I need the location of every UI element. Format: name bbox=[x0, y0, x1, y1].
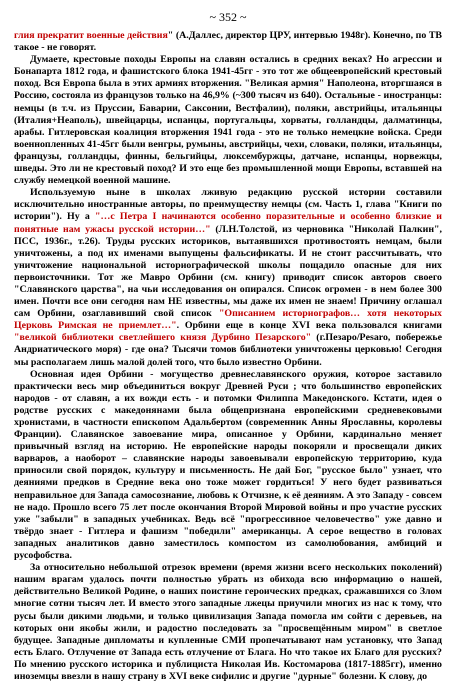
paragraph bbox=[14, 562, 442, 683]
body-text-segment: (Л.Н.Толстой, из черновика "Николай Палкин", ПСС, 1936г., т.26). Труды русских историков, вытаявшихся противостоять немцам, были уничтожены, а под их именами выпущены фальсификаты. И не стоит рассчитывать, что уничтожение национальной историографической школы пощадило опасные для них первоисточники. Тот же Мавро Орбини (см. книгу) приводит список авторов своего "Славянского царства", на чьи исследования он опирался. Список огромен - в нем более 300 имен. Почти все они сегодня нам НЕ известны, мы даже их имен не знаем! Причину оглашал сам Орбини, озаглавивший свой список bbox=[14, 223, 442, 320]
quote-text: "Описанием историографов… хотя некоторых Церковь Римская не приемлет…" bbox=[14, 308, 442, 332]
paragraph bbox=[14, 369, 442, 563]
body-text-segment: Думаете, крестовые походы Европы на славян остались в средних веках? Но агрессии и Бонапарта 1812 года, и фашистского блока 1941-45гг - это тот же общеевропейский крестовый поход. Вся Европа была в этих армиях вторжения. "Великая армия" Наполеона, вторгшаяся в Россию, состояла из французов только на 46,9% (~300 тысяч из 640). Остальные - иностранцы: немцы (в т.ч. из Пруссии, Баварии, Саксонии, Вестфалии), поляки, австрийцы, итальянцы (Италия+Неаполь), швейцарцы, испанцы, португальцы, хорваты, голландцы, далматинцы, арабы. Гитлеровская коалиция вторжения 1941 года - это не только немецкие войска. Среди военнопленных 41-45гг были венгры, румыны, австрийцы, чехи, словаки, поляки, итальянцы, французы, голландцы, финны, бельгийцы, люксембуржцы, датчане, испанцы, норвежцы, шведы. Это ли не крестовый поход? И это еще без промышленной мощи Европы, вставшей на службу немецкой военной машине. bbox=[14, 54, 442, 187]
body-text-segment: Используемую ныне в школах лживую редакцию русской истории составили исключительно иностранные авторы, по преимуществу немцы (см. Часть 1, глава "Книги по истории"). Ну а bbox=[14, 187, 442, 223]
body-text-segment: " (А.Даллес, директор ЦРУ, интервью 1948г). Конечно, по ТВ такое - не говорят. bbox=[14, 30, 442, 54]
paragraph bbox=[14, 54, 442, 187]
quote-text: "…с Петра I начинаются особенно поразительные и особенно близкие и понятные нам ужасы русской истории…" bbox=[14, 211, 442, 235]
body-text-segment: (г.Пезаро/Pesaro, побережье Андриатического моря) - где она? Тысячи томов библиотеки уничтожены церковью! Сегодня мы располагаем лишь малой долей того, что было известно Орбини. bbox=[14, 332, 442, 368]
paragraph bbox=[14, 30, 442, 54]
quote-text: "великой библиотеки светлейшего князя Дурбино Пезарского" bbox=[14, 332, 312, 344]
quote-text: глия прекратит военные действия bbox=[14, 30, 168, 41]
body-text-segment: . Орбини еще в конце XVI века пользовался книгами bbox=[176, 320, 442, 332]
page-number: ~ 352 ~ bbox=[209, 10, 247, 24]
paragraph bbox=[14, 187, 442, 368]
body-text-segment: За относительно небольшой отрезок времени (время жизни всего нескольких поколений) нашим врагам удалось почти полностью убрать из обихода всю информацию о нашей, действительно Великой Родине, о наших поистине героических предках, сражавшихся со Злом многие сотни тысяч лет. И вместо этого западные лжецы приучили многих из нас к тому, что русы были дикими людьми, и только цивилизация Запада помогла им сойти с деревьев, на которых они якобы жили, и радостно последовать за "просвещённым миром" в светлое будущее. Западные дипломаты и купленные СМИ пропечатывают нам установку, что Запад есть Благо. Отлучение от Запада есть отлучение от Блага. Но что такое их Благо для русских? По мнению русского историка и публициста Николая Ив. Костомарова (1817-1885гг), именно иноземцы ввезли в нашу страну в XVI веке сифилис и другие "дурные" болезни. К слову, до bbox=[14, 562, 442, 682]
body-text bbox=[14, 30, 442, 683]
body-text-segment: Основная идея Орбини - могущество древнеславянского оружия, которое заставило практически весь мир объединиться вокруг Древней Руси ; что большинство европейских народов - от славян, а их вожди есть - и потомки Филиппа Македонского. Кстати, идея о родстве русских с македонянами была общепризнана европейскими средневековыми хронистами, в частности епископом Адальбертом (современник Анны Ярославны, королевы Франции). Славянское завоевание мира, описанное у Орбини, кардинально меняет привычный взгляд на историю. Не европейские народы покоряли и просвещали диких варваров, а наоборот – славянские народы завоевывали европейскую территорию, куда приносили свой порядок, культуру и письменность. Не дай Бог, "русское было" узнает, что деяниями предков в Средние века оно тоже может гордиться! У него будет развиваться неправильное для Запада самосознание, любовь к Отчизне, к её деяниям. А это Западу - совсем не надо. Прошло всего 75 лет после окончания Второй Мировой войны и про участие русских уже "забыли" в западных учебниках. Ведь всё "прогрессивное человечество" уже давно и твёрдо знает - Гитлера и фашизм "победили" американцы. А серое вещество в головах западных аналитиков давно заместилось компостом из самолюбования, амбиций и русофобства. bbox=[14, 368, 442, 562]
